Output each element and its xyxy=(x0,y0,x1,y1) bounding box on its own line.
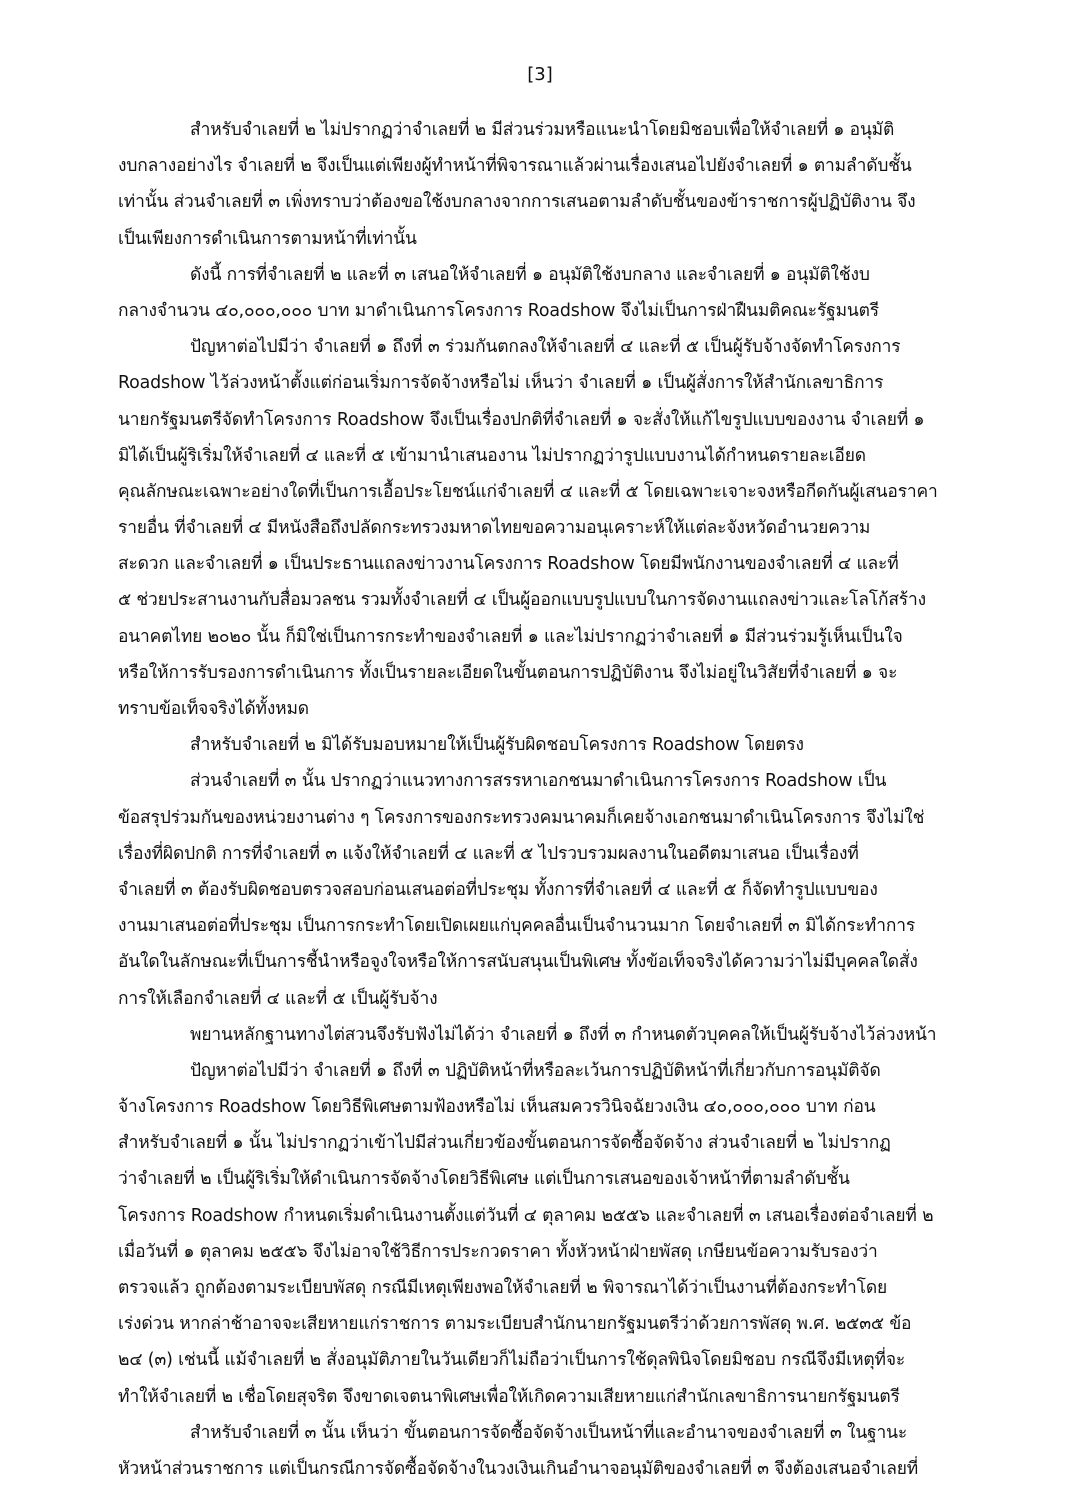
paragraph-line: ส่วนจำเลยที่ ๓ นั้น ปรากฏว่าแนวทางการสรรหาเอกชนมาดำเนินการโครงการ Roadshow เป็น xyxy=(190,771,887,792)
paragraph-line: จ้างโครงการ Roadshow โดยวิธีพิเศษตามฟ้องหรือไม่ เห็นสมควรวินิจฉัยวงเงิน ๔๐,๐๐๐,๐๐๐ บาท ก่อน xyxy=(118,1097,876,1118)
paragraph-line: สำหรับจำเลยที่ ๒ มิได้รับมอบหมายให้เป็นผู้รับผิดชอบโครงการ Roadshow โดยตรง xyxy=(190,735,804,756)
paragraph-line: เร่งด่วน หากล่าช้าอาจจะเสียหายแก่ราชการ ตามระเบียบสำนักนายกรัฐมนตรีว่าด้วยการพัสดุ พ.ศ. ๒๕๓๕ ข้อ xyxy=(118,1314,912,1335)
paragraph-line: โครงการ Roadshow กำหนดเริ่มดำเนินงานตั้งแต่วันที่ ๔ ตุลาคม ๒๕๕๖ และจำเลยที่ ๓ เสนอเรื่องต่อจำเลยที่ ๒ xyxy=(118,1205,934,1226)
paragraph-line: ปัญหาต่อไปมีว่า จำเลยที่ ๑ ถึงที่ ๓ ปฏิบัติหน้าที่หรือละเว้นการปฏิบัติหน้าที่เกี่ยวกับการอนุมัติจัด xyxy=(190,1060,881,1081)
paragraph-line: เรื่องที่ผิดปกติ การที่จำเลยที่ ๓ แจ้งให้จำเลยที่ ๔ และที่ ๕ ไปรวบรวมผลงานในอดีตมาเสนอ เป็นเรื่องที่ xyxy=(118,843,859,864)
paragraph-line: เป็นเพียงการดำเนินการตามหน้าที่เท่านั้น xyxy=(118,228,417,249)
paragraph-line: เมื่อวันที่ ๑ ตุลาคม ๒๕๕๖ จึงไม่อาจใช้วิธีการประกวดราคา ทั้งหัวหน้าฝ่ายพัสดุ เกษียนข้อความรับรองว่า xyxy=(118,1241,878,1262)
paragraph-line: สะดวก และจำเลยที่ ๑ เป็นประธานแถลงข่าวงานโครงการ Roadshow โดยมีพนักงานของจำเลยที่ ๔ และที่ xyxy=(118,554,899,575)
paragraph-line: สำหรับจำเลยที่ ๒ ไม่ปรากฏว่าจำเลยที่ ๒ มีส่วนร่วมหรือแนะนำโดยมิชอบเพื่อให้จำเลยที่ ๑ อนุมัติ xyxy=(190,120,895,140)
paragraph-line: หัวหน้าส่วนราชการ แต่เป็นกรณีการจัดซื้อจัดจ้างในวงเงินเกินอำนาจอนุมัติของจำเลยที่ ๓ จึงต้องเสนอจำเลยที่ xyxy=(118,1458,919,1479)
paragraph-line: อันใดในลักษณะที่เป็นการชี้นำหรือจูงใจหรือให้การสนับสนุนเป็นพิเศษ ทั้งข้อเท็จจริงได้ความว่าไม่มีบุคคลใดสั่ง xyxy=(118,952,918,973)
paragraph-line: อนาคตไทย ๒๐๒๐ นั้น ก็มิใช่เป็นการกระทำของจำเลยที่ ๑ และไม่ปรากฏว่าจำเลยที่ ๑ มีส่วนร่วมรู้เห็นเป็นใจ xyxy=(118,626,903,647)
paragraph-line: Roadshow ไว้ล่วงหน้าตั้งแต่ก่อนเริ่มการจัดจ้างหรือไม่ เห็นว่า จำเลยที่ ๑ เป็นผู้สั่งการให้สำนักเลขาธิการ xyxy=(118,373,884,394)
paragraph-line: รายอื่น ที่จำเลยที่ ๔ มีหนังสือถึงปลัดกระทรวงมหาดไทยขอความอนุเคราะห์ให้แต่ละจังหวัดอำนวยความ xyxy=(118,518,871,539)
paragraph-line: ทราบข้อเท็จจริงได้ทั้งหมด xyxy=(118,699,309,719)
paragraph-line: ๕ ช่วยประสานงานกับสื่อมวลชน รวมทั้งจำเลยที่ ๔ เป็นผู้ออกแบบรูปแบบในการจัดงานแถลงข่าวและโลโก้สร้าง xyxy=(118,590,926,611)
paragraph-line: งบกลางอย่างไร จำเลยที่ ๒ จึงเป็นแต่เพียงผู้ทำหน้าที่พิจารณาแล้วผ่านเรื่องเสนอไปยังจำเลยที่ ๑ ตามลำดับชั้น xyxy=(118,156,912,177)
page-number: [3] xyxy=(527,64,553,85)
paragraph-line: ว่าจำเลยที่ ๒ เป็นผู้ริเริ่มให้ดำเนินการจัดจ้างโดยวิธีพิเศษ แต่เป็นการเสนอของเจ้าหน้าที่ตามลำดับชั้น xyxy=(118,1169,850,1190)
paragraph-line: ๒๔ (๓) เช่นนี้ แม้จำเลยที่ ๒ สั่งอนุมัติภายในวันเดียวก็ไม่ถือว่าเป็นการใช้ดุลพินิจโดยมิชอบ กรณีจึงมีเหตุที่จะ xyxy=(118,1350,906,1371)
paragraph-line: จำเลยที่ ๓ ต้องรับผิดชอบตรวจสอบก่อนเสนอต่อที่ประชุม ทั้งการที่จำเลยที่ ๔ และที่ ๕ ก็จัดทำรูปแบบของ xyxy=(118,879,878,900)
paragraph-line: ตรวจแล้ว ถูกต้องตามระเบียบพัสดุ กรณีมีเหตุเพียงพอให้จำเลยที่ ๒ พิจารณาได้ว่าเป็นงานที่ต้องกระทำโดย xyxy=(118,1278,888,1298)
paragraph-line: พยานหลักฐานทางไต่สวนจึงรับฟังไม่ได้ว่า จำเลยที่ ๑ ถึงที่ ๓ กำหนดตัวบุคคลให้เป็นผู้รับจ้างไว้ล่วงหน้า xyxy=(190,1024,937,1045)
paragraph-line: สำหรับจำเลยที่ ๓ นั้น เห็นว่า ขั้นตอนการจัดซื้อจัดจ้างเป็นหน้าที่และอำนาจของจำเลยที่ ๓ ในฐานะ xyxy=(190,1422,908,1443)
paragraph-line: ทำให้จำเลยที่ ๒ เชื่อโดยสุจริต จึงขาดเจตนาพิเศษเพื่อให้เกิดความเสียหายแก่สำนักเลขาธิการนายกรัฐมนตรี xyxy=(118,1386,900,1407)
paragraph-line: งานมาเสนอต่อที่ประชุม เป็นการกระทำโดยเปิดเผยแก่บุคคลอื่นเป็นจำนวนมาก โดยจำเลยที่ ๓ มิได้กระทำการ xyxy=(118,916,916,937)
paragraph-line: มิได้เป็นผู้ริเริ่มให้จำเลยที่ ๔ และที่ ๕ เข้ามานำเสนองาน ไม่ปรากฏว่ารูปแบบงานได้กำหนดรายละเอียด xyxy=(118,445,866,466)
paragraph-line: นายกรัฐมนตรีจัดทำโครงการ Roadshow จึงเป็นเรื่องปกติที่จำเลยที่ ๑ จะสั่งให้แก้ไขรูปแบบของงาน จำเลยที่ ๑ xyxy=(118,409,925,430)
paragraph-line: กลางจำนวน ๔๐,๐๐๐,๐๐๐ บาท มาดำเนินการโครงการ Roadshow จึงไม่เป็นการฝ่าฝืนมติคณะรัฐมนตรี xyxy=(118,300,880,321)
paragraph-line: คุณลักษณะเฉพาะอย่างใดที่เป็นการเอื้อประโยชน์แก่จำเลยที่ ๔ และที่ ๕ โดยเฉพาะเจาะจงหรือกีดกันผู้เสนอราคา xyxy=(118,481,938,502)
paragraph-line: ดังนี้ การที่จำเลยที่ ๒ และที่ ๓ เสนอให้จำเลยที่ ๑ อนุมัติใช้งบกลาง และจำเลยที่ ๑ อนุมัติใช้งบ xyxy=(190,264,870,285)
paragraph-line: การให้เลือกจำเลยที่ ๔ และที่ ๕ เป็นผู้รับจ้าง xyxy=(118,988,438,1009)
paragraph-line: ปัญหาต่อไปมีว่า จำเลยที่ ๑ ถึงที่ ๓ ร่วมกันตกลงให้จำเลยที่ ๔ และที่ ๕ เป็นผู้รับจ้างจัดทำโครงการ xyxy=(190,337,901,358)
paragraph-line: เท่านั้น ส่วนจำเลยที่ ๓ เพิ่งทราบว่าต้องขอใช้งบกลางจากการเสนอตามลำดับชั้นของข้าราชการผู้ปฏิบัติงาน จึง xyxy=(118,192,916,213)
document-body xyxy=(118,112,990,1487)
paragraph-line: หรือให้การรับรองการดำเนินการ ทั้งเป็นรายละเอียดในขั้นตอนการปฏิบัติงาน จึงไม่อยู่ในวิสัยที่จำเลยที่ ๑ จะ xyxy=(118,662,898,683)
paragraph-line: สำหรับจำเลยที่ ๑ นั้น ไม่ปรากฏว่าเข้าไปมีส่วนเกี่ยวข้องขั้นตอนการจัดซื้อจัดจ้าง ส่วนจำเลยที่ ๒ ไม่ปรากฏ xyxy=(118,1133,891,1154)
paragraph-line: ข้อสรุปร่วมกันของหน่วยงานต่าง ๆ โครงการของกระทรวงคมนาคมก็เคยจ้างเอกชนมาดำเนินโครงการ จึงไม่ใช่ xyxy=(118,807,925,828)
